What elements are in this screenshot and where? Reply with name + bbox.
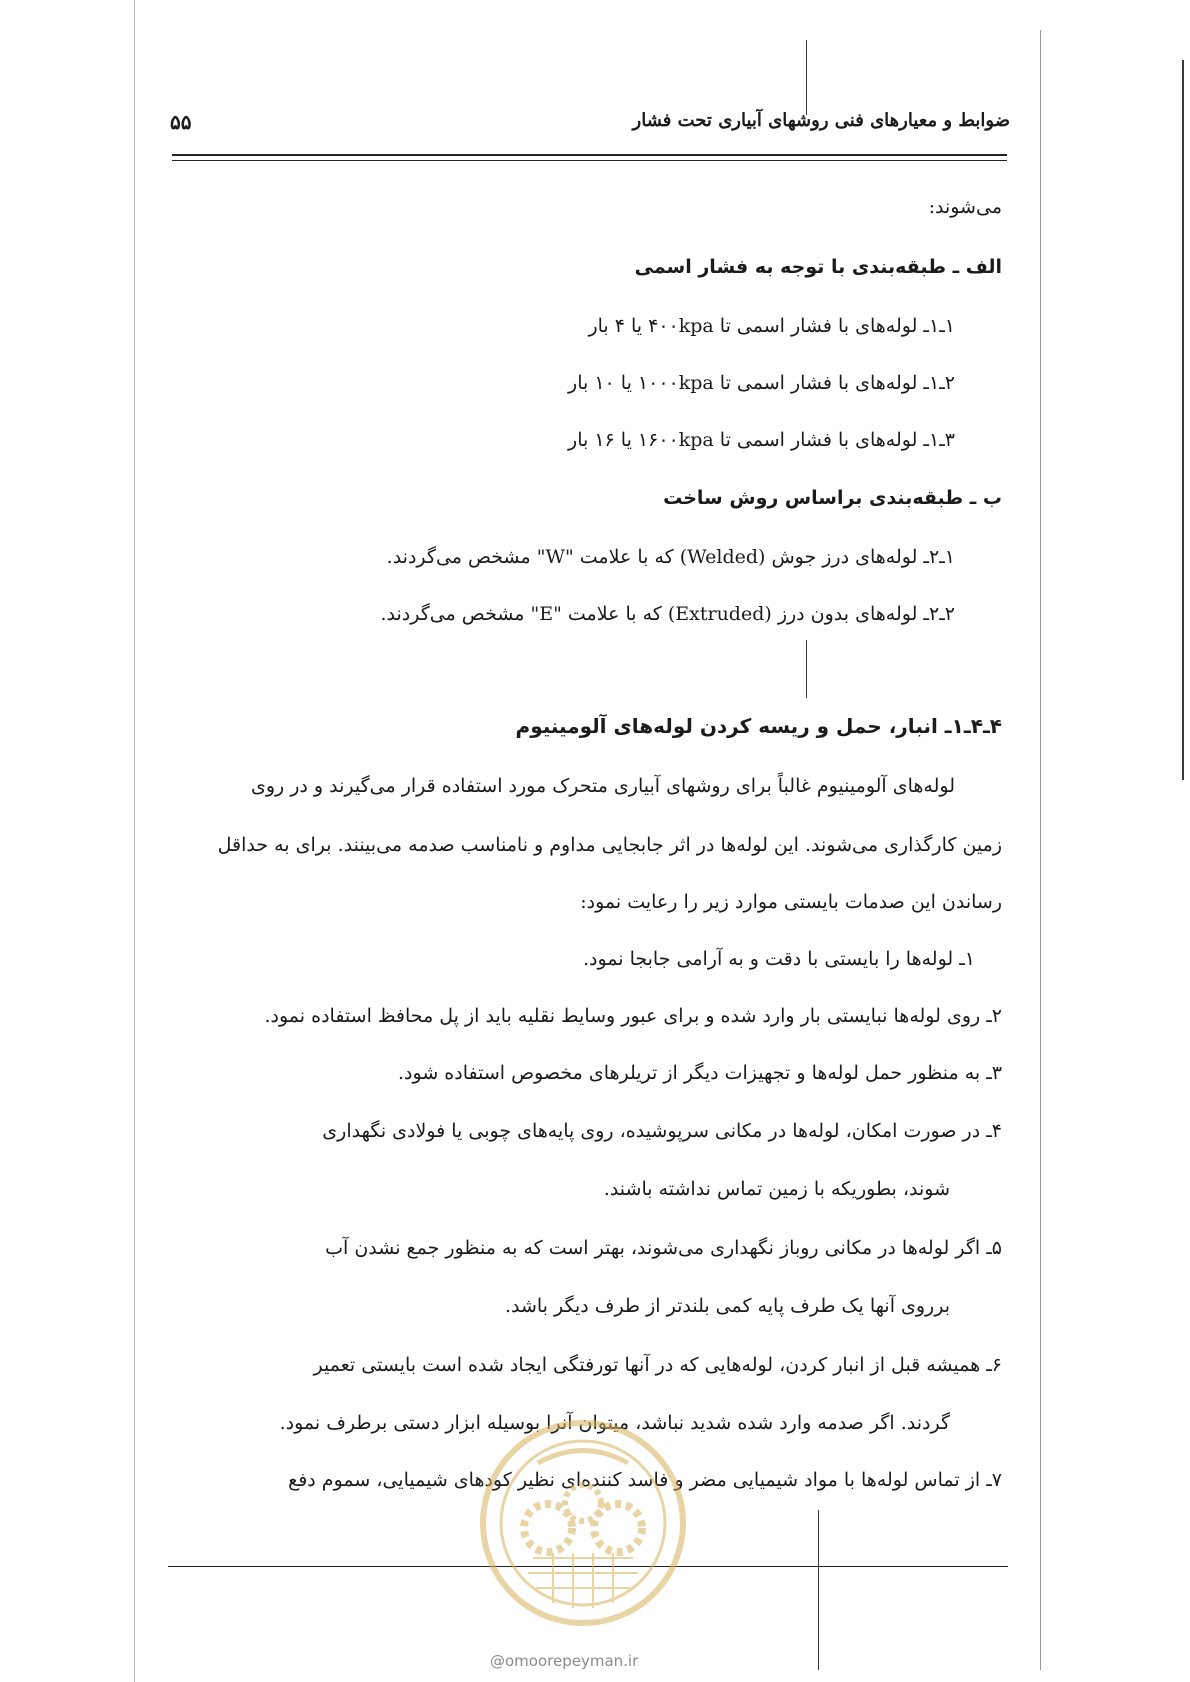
paragraph-line-1: لوله‌های آلومینیوم غالباً برای روشهای آبیاری متحرک مورد استفاده قرار می‌گیرند و در روی <box>250 775 955 797</box>
list-item-6-line-2: گردند. اگر صدمه وارد شده شدید نباشد، میتوان آنرا بوسیله ابزار دستی برطرف نمود. <box>279 1412 950 1434</box>
fold-mark-mid <box>806 640 807 698</box>
paragraph-line-2: زمین کارگذاری می‌شوند. این لوله‌ها در اثر جابجایی مداوم و نامناسب صدمه می‌بینند. برای به حداقل <box>217 834 1002 856</box>
list-item-b2: ۲ـ۲ـ لوله‌های بدون درز (Extruded) که با علامت "E" مشخص می‌گردند. <box>380 603 955 625</box>
intro-tail: می‌شوند: <box>928 196 1002 218</box>
list-item-1: ۱ـ لوله‌ها را بایستی با دقت و به آرامی جابجا نمود. <box>582 948 975 970</box>
fold-mark-bottom <box>818 1510 819 1670</box>
footer-site-text: omoorepeyman.ir <box>505 1652 639 1670</box>
scan-edge-far-right <box>1182 60 1184 780</box>
list-item-4-line-2: شوند، بطوریکه با زمین تماس نداشته باشند. <box>603 1178 950 1200</box>
list-item-2: ۲ـ روی لوله‌ها نبایستی بار وارد شده و برای عبور وسایط نقلیه باید از پل محافظ استفاده نمود. <box>264 1005 1002 1027</box>
scan-edge-left <box>134 0 135 1682</box>
list-item-7-line-1: ۷ـ از تماس لوله‌ها با مواد شیمیایی مضر و فاسد کننده‌ای نظیر کودهای شیمیایی، سموم دفع <box>288 1469 1002 1491</box>
list-item-4-line-1: ۴ـ در صورت امکان، لوله‌ها در مکانی سرپوشیده، روی پایه‌های چوبی یا فولادی نگهداری <box>322 1120 1002 1142</box>
list-item-a1: ۱ـ۱ـ لوله‌های با فشار اسمی تا ۴۰۰kpa یا ۴ بار <box>588 315 955 337</box>
list-item-5-line-1: ۵ـ اگر لوله‌ها در مکانی روباز نگهداری می‌شوند، بهتر است که به منظور جمع نشدن آب <box>325 1237 1002 1259</box>
fold-mark-top <box>806 40 807 115</box>
header-rule-bottom <box>172 160 1007 161</box>
section-a-heading: الف ـ طبقه‌بندی با توجه به فشار اسمی <box>634 256 1002 278</box>
watermark-seal-icon <box>478 1418 688 1628</box>
list-item-a2: ۲ـ۱ـ لوله‌های با فشار اسمی تا ۱۰۰۰kpa یا ۱۰ بار <box>568 372 955 394</box>
at-sign-icon: @ <box>490 1652 505 1670</box>
running-title: ضوابط و معیارهای فنی روشهای آبیاری تحت فشار <box>632 110 1010 131</box>
header-rule-top <box>172 154 1007 156</box>
list-item-5-line-2: برروی آنها یک طرف پایه کمی بلندتر از طرف دیگر باشد. <box>504 1295 950 1317</box>
list-item-a3: ۳ـ۱ـ لوله‌های با فشار اسمی تا ۱۶۰۰kpa یا ۱۶ بار <box>568 429 955 451</box>
list-item-6-line-1: ۶ـ همیشه قبل از انبار کردن، لوله‌هایی که در آنها تورفتگی ایجاد شده است بایستی تعمیر <box>313 1354 1002 1376</box>
section-heading: ۴ـ۴ـ۱ـ انبار، حمل و ریسه کردن لوله‌های آلومینیوم <box>515 714 1002 738</box>
list-item-3: ۳ـ به منظور حمل لوله‌ها و تجهیزات دیگر از تریلرهای مخصوص استفاده شود. <box>398 1062 1002 1084</box>
section-b-heading: ب ـ طبقه‌بندی براساس روش ساخت <box>663 487 1002 509</box>
page-number: ۵۵ <box>170 110 192 134</box>
scan-edge-right <box>1040 30 1041 1670</box>
list-item-b1: ۱ـ۲ـ لوله‌های درز جوش (Welded) که با علامت "W" مشخص می‌گردند. <box>386 546 955 568</box>
footer-website <box>490 1652 638 1670</box>
paragraph-line-3: رساندن این صدمات بایستی موارد زیر را رعایت نمود: <box>580 891 1002 913</box>
